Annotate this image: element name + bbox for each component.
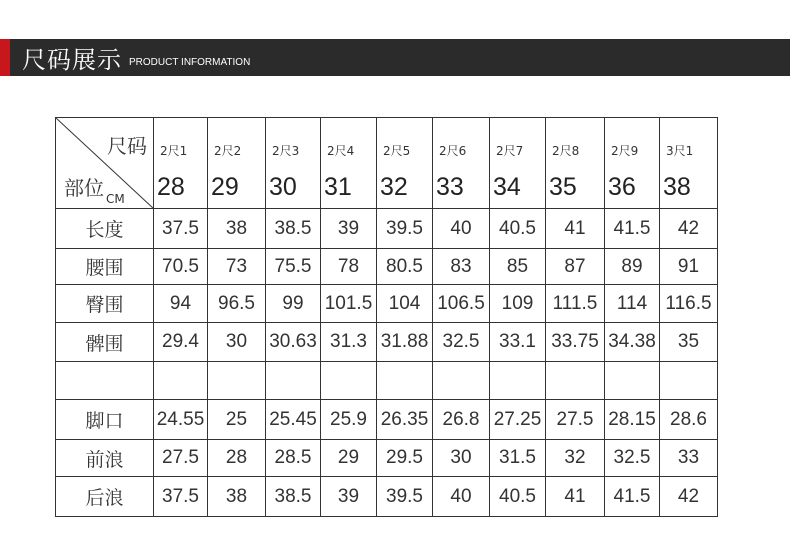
size-code: 2尺7 [496,144,524,158]
measurement-value: 27.25 [490,400,546,440]
measurement-value [208,362,266,400]
measurement-label: 腰围 [56,249,154,285]
measurement-value: 30.63 [266,323,321,362]
measurement-value: 83 [433,249,490,285]
measurement-value: 87 [546,249,605,285]
measurement-value: 38 [208,209,266,249]
size-code: 2尺9 [611,144,639,158]
measurement-value: 29 [321,440,377,477]
measurement-row [56,249,718,285]
waist-size-number: 34 [493,173,521,201]
measurement-value: 31.3 [321,323,377,362]
measurement-value: 40.5 [490,477,546,517]
corner-part-label [64,172,125,206]
measurement-value: 109 [490,285,546,323]
measurement-value: 85 [490,249,546,285]
measurement-row [56,440,718,477]
measurement-value: 116.5 [660,285,718,323]
size-code: 2尺8 [552,144,580,158]
measurement-value: 28.15 [605,400,660,440]
measurement-value: 33 [660,440,718,477]
measurement-label: 前浪 [56,440,154,477]
measurement-label: 后浪 [56,477,154,517]
measurement-value: 41.5 [605,477,660,517]
measurement-value: 38.5 [266,477,321,517]
header-accent-stripe [0,39,10,76]
measurement-value: 29.4 [154,323,208,362]
measurement-row [56,209,718,249]
measurement-value: 28 [208,440,266,477]
measurement-value: 33.1 [490,323,546,362]
measurement-value: 25 [208,400,266,440]
measurement-value: 41.5 [605,209,660,249]
measurement-value: 32 [546,440,605,477]
measurement-value: 70.5 [154,249,208,285]
measurement-value [154,362,208,400]
measurement-value: 40 [433,477,490,517]
measurement-value [605,362,660,400]
measurement-label: 臀围 [56,285,154,323]
waist-size-number: 38 [663,173,691,201]
waist-size-number: 35 [549,173,577,201]
size-header-cell [266,118,321,209]
measurement-value: 39.5 [377,477,433,517]
measurement-row [56,400,718,440]
measurement-value: 91 [660,249,718,285]
measurement-value: 40 [433,209,490,249]
measurement-value: 25.45 [266,400,321,440]
measurement-value [377,362,433,400]
size-code: 2尺4 [327,144,355,158]
measurement-value: 40.5 [490,209,546,249]
measurement-value: 37.5 [154,477,208,517]
measurement-value: 27.5 [546,400,605,440]
corner-unit-label: CM [106,192,125,206]
corner-size-label: 尺码 [107,134,147,158]
measurement-row [56,285,718,323]
section-header [0,39,790,76]
measurement-value: 38 [208,477,266,517]
measurement-value: 31.88 [377,323,433,362]
measurement-value: 99 [266,285,321,323]
measurement-value: 80.5 [377,249,433,285]
measurement-value [490,362,546,400]
measurement-value: 34.38 [605,323,660,362]
measurement-value: 42 [660,477,718,517]
measurement-value: 41 [546,209,605,249]
table-corner-cell [56,118,154,209]
size-code: 2尺3 [272,144,300,158]
size-header-cell [377,118,433,209]
measurement-label [56,362,154,400]
measurement-row [56,323,718,362]
measurement-value [321,362,377,400]
measurement-value: 106.5 [433,285,490,323]
measurement-value: 114 [605,285,660,323]
measurement-value [660,362,718,400]
measurement-value: 24.55 [154,400,208,440]
section-subtitle: PRODUCT INFORMATION [129,56,251,68]
size-header-row [56,118,718,209]
size-code: 2尺1 [160,144,188,158]
waist-size-number: 33 [436,173,464,201]
size-header-cell [605,118,660,209]
measurement-value: 94 [154,285,208,323]
measurement-value: 27.5 [154,440,208,477]
size-header-cell [546,118,605,209]
measurement-label: 脚口 [56,400,154,440]
measurement-value: 35 [660,323,718,362]
measurement-value: 32.5 [433,323,490,362]
measurement-value: 39.5 [377,209,433,249]
size-code: 2尺6 [439,144,467,158]
waist-size-number: 28 [157,173,185,201]
measurement-value: 39 [321,477,377,517]
corner-part-text: 部位 [64,176,104,200]
measurement-value: 39 [321,209,377,249]
size-header-cell [321,118,377,209]
measurement-value: 31.5 [490,440,546,477]
measurement-value: 28.6 [660,400,718,440]
measurement-row [56,362,718,400]
measurement-value: 32.5 [605,440,660,477]
size-header-cell [660,118,718,209]
measurement-value [266,362,321,400]
measurement-label: 长度 [56,209,154,249]
size-header-cell [433,118,490,209]
size-header-cell [208,118,266,209]
measurement-value: 42 [660,209,718,249]
measurement-value: 26.35 [377,400,433,440]
measurement-value: 25.9 [321,400,377,440]
measurement-value [433,362,490,400]
waist-size-number: 32 [380,173,408,201]
size-header-cell [490,118,546,209]
measurement-value: 28.5 [266,440,321,477]
measurement-value: 33.75 [546,323,605,362]
measurement-value: 29.5 [377,440,433,477]
measurement-value: 30 [208,323,266,362]
measurement-value [546,362,605,400]
measurement-value: 41 [546,477,605,517]
measurement-value: 30 [433,440,490,477]
waist-size-number: 36 [608,173,636,201]
measurement-value: 75.5 [266,249,321,285]
size-chart-table [55,117,718,517]
measurement-value: 101.5 [321,285,377,323]
measurement-value: 104 [377,285,433,323]
waist-size-number: 30 [269,173,297,201]
measurement-value: 26.8 [433,400,490,440]
size-header-cell [154,118,208,209]
measurement-value: 89 [605,249,660,285]
measurement-value: 111.5 [546,285,605,323]
measurement-value: 96.5 [208,285,266,323]
measurement-value: 73 [208,249,266,285]
waist-size-number: 31 [324,173,352,201]
size-code: 2尺5 [383,144,411,158]
size-code: 2尺2 [214,144,242,158]
measurement-value: 78 [321,249,377,285]
size-code: 3尺1 [666,144,694,158]
measurement-label: 髀围 [56,323,154,362]
section-title: 尺码展示 [22,46,122,74]
measurement-value: 37.5 [154,209,208,249]
waist-size-number: 29 [211,173,239,201]
measurement-row [56,477,718,517]
measurement-value: 38.5 [266,209,321,249]
